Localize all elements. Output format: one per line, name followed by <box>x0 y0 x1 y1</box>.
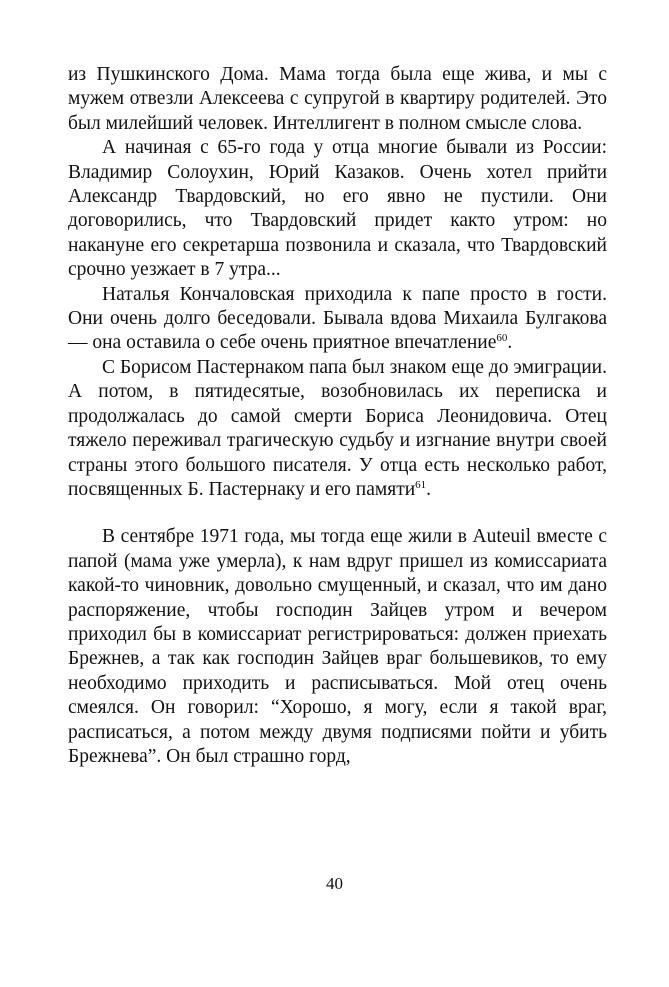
paragraph-4-text: С Борисом Пастернаком папа был знаком еще до эмиграции. А потом, в пятидесятые, возобновилась их переписка и продолжалась до самой смерти Бориса Леонидовича. Отец тяжело переживал трагическую судьбу и изгнание внутри своей страны этого большого писателя. У отца есть несколько работ, посвященных Б. Пастернаку и его памяти <box>68 356 607 500</box>
paragraph-3 <box>68 283 607 356</box>
footnote-ref-60: 60 <box>496 332 508 345</box>
page-body <box>68 63 607 769</box>
paragraph-4-end: . <box>426 478 432 500</box>
paragraph-3-end: . <box>507 332 513 354</box>
page-number: 40 <box>326 874 343 893</box>
paragraph-5-text: В сентябре 1971 года, мы тогда еще жили в Auteuil вместе с папой (мама уже умерла), к нам вдруг пришел из комиссариата какой-то чиновник, довольно смущенный, и сказал, что им дано распоряжение, чтобы господин Зайцев утром и вечером приходил бы в комиссариат регистрироваться: должен приехать Брежнев, а так как господин Зайцев враг большевиков, то ему необходимо приходить и расписываться. Мой отец очень смеялся. Он говорил: “Хорошо, я могу, если я такой враг, расписаться, а потом между двумя подписями пойти и убить Брежнева”. Он был страшно горд, <box>68 526 607 767</box>
paragraph-2-text: А начиная с 65-го года у отца многие бывали из России: Владимир Солоухин, Юрий Казаков. Очень хотел прийти Александр Твардовский, но его явно не пустили. Они договорились, что Твардовский придет както утром: но накануне его секретарша позвонила и сказала, что Твардовский срочно уезжает в 7 утра... <box>68 137 607 281</box>
paragraph-5 <box>68 525 607 769</box>
paragraph-1 <box>68 63 607 136</box>
section-break <box>68 502 607 525</box>
paragraph-4 <box>68 356 607 502</box>
footnote-ref-61: 61 <box>415 478 427 491</box>
paragraph-3-text: Наталья Кончаловская приходила к папе просто в гости. Они очень долго беседовали. Бывала вдова Михаила Булгакова — она оставила о себе очень приятное впечатление <box>68 283 607 354</box>
paragraph-1-text: из Пушкинского Дома. Мама тогда была еще жива, и мы с мужем отвезли Алексеева с супругой в квартиру родителей. Это был милейший человек. Интеллигент в полном смысле слова. <box>68 64 607 134</box>
paragraph-2 <box>68 136 607 282</box>
